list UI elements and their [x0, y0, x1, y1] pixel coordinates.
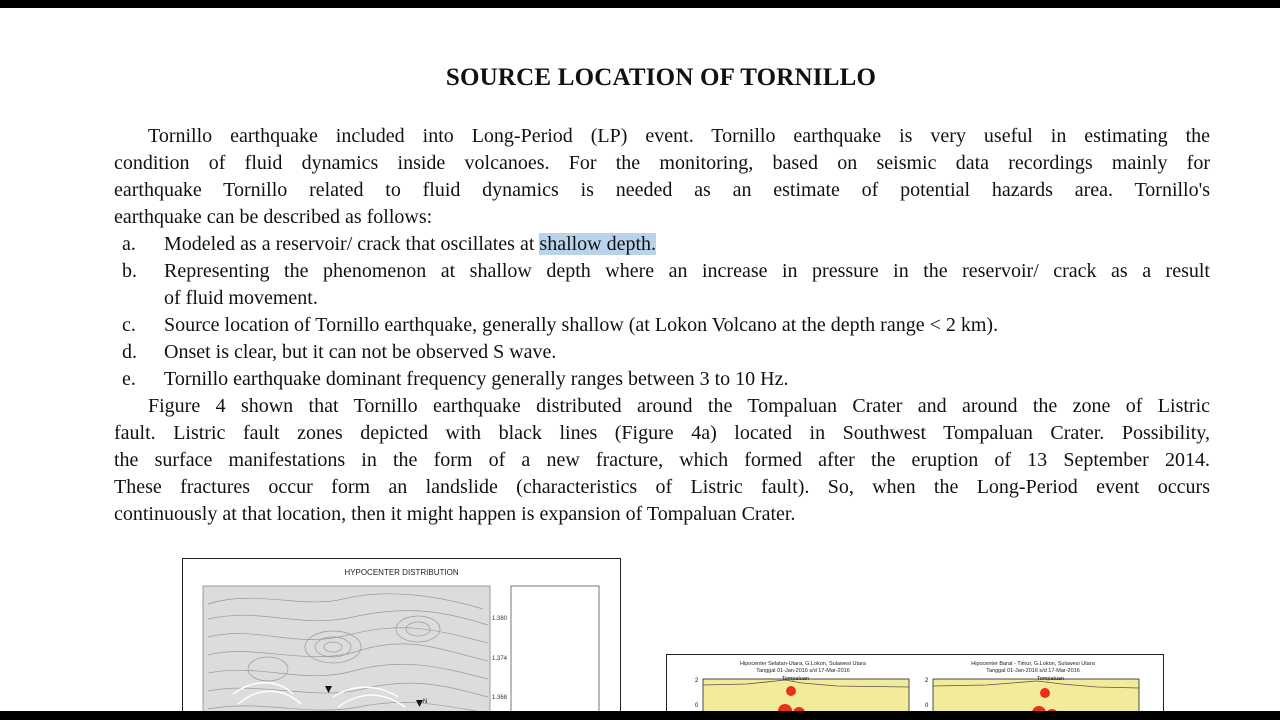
axis-tick-label: 1.380 — [492, 616, 508, 622]
list-marker: b. — [122, 260, 137, 282]
figure-title: HYPOCENTER DISTRIBUTION — [344, 568, 459, 577]
depth-section-panel — [511, 586, 599, 718]
section-title: SOURCE LOCATION OF TORNILLO — [445, 64, 877, 91]
list-item — [164, 231, 1210, 258]
north-label: N — [423, 699, 428, 705]
paragraph-line: These fractures occur form an landslide (characteristics of Listric fault). So, when the Long-Period event occurs — [114, 476, 1210, 498]
highlighted-text: shallow depth. — [539, 233, 657, 255]
list-marker: c. — [122, 314, 136, 336]
paragraph-line: fault. Listric fault zones depicted with black lines (Figure 4a) located in Southwest Tompaluan Crater. Possibility, — [114, 422, 1210, 444]
list-item-text: Modeled as a reservoir/ crack that oscillates at — [164, 233, 540, 255]
axis-tick-label: 1.374 — [492, 656, 508, 662]
paragraph-line: the surface manifestations in the form of a new fracture, which formed after the eruption of 13 September 2014. — [114, 449, 1210, 471]
intro-line: Tornillo earthquake included into Long-Period (LP) event. Tornillo earthquake is very useful in estimating the — [148, 125, 1210, 147]
video-bottom-letterbox — [0, 711, 1280, 720]
list-marker: a. — [122, 233, 136, 255]
caption-line: Tanggal 01-Jan-2016 s/d 17-Mar-2016 — [756, 667, 850, 674]
hypocenter-distribution-figure — [182, 558, 621, 718]
caption-line: Hipocenter Barat - Timur, G.Lokon, Sulawesi Utara — [971, 661, 1095, 667]
intro-line: earthquake Tornillo related to fluid dynamics is needed as an estimate of potential hazards area. Tornillo's — [114, 179, 1210, 201]
intro-line: earthquake can be described as follows: — [114, 206, 433, 228]
list-item-line: Representing the phenomenon at shallow depth where an increase in pressure in the reservoir/ crack as a result — [164, 260, 1210, 282]
hypocenter-marker — [1040, 688, 1050, 698]
hypocenter-marker — [786, 686, 796, 696]
axis-tick-label: 1.368 — [492, 695, 508, 701]
list-item-line: Onset is clear, but it can not be observed S wave. — [164, 341, 557, 363]
caption-line: Tanggal 01-Jan-2016 s/d 17-Mar-2016 — [986, 667, 1080, 674]
list-item-line: Source location of Tornillo earthquake, generally shallow (at Lokon Volcano at the depth range < 2 km). — [164, 314, 999, 336]
hypocenter-cross-section-figure — [666, 654, 1164, 718]
y-tick-label: 2 — [695, 678, 699, 684]
y-tick-label: 2 — [925, 678, 929, 684]
paragraph-line: Figure 4 shown that Tornillo earthquake distributed around the Tompaluan Crater and around the zone of Listric — [148, 395, 1210, 417]
y-tick-label: 0 — [695, 703, 699, 709]
list-marker: e. — [122, 368, 136, 390]
list-marker: d. — [122, 341, 137, 363]
list-item-line: Tornillo earthquake dominant frequency generally ranges between 3 to 10 Hz. — [164, 368, 789, 390]
topographic-map — [183, 559, 621, 718]
video-top-letterbox — [0, 0, 1280, 8]
cross-section-plots — [667, 655, 1164, 718]
paragraph-line: continuously at that location, then it might happen is expansion of Tompaluan Crater. — [114, 503, 796, 525]
caption-line: Hipocenter Selatan-Utara, G.Lokon, Sulawesi Utara — [740, 661, 866, 667]
list-item-line: of fluid movement. — [164, 287, 318, 309]
crater-label: Tompaluan — [1037, 676, 1064, 682]
intro-line: condition of fluid dynamics inside volcanoes. For the monitoring, based on seismic data recordings mainly for — [114, 152, 1210, 174]
y-tick-label: 0 — [925, 703, 929, 709]
crater-label: Tompaluan — [782, 676, 809, 682]
